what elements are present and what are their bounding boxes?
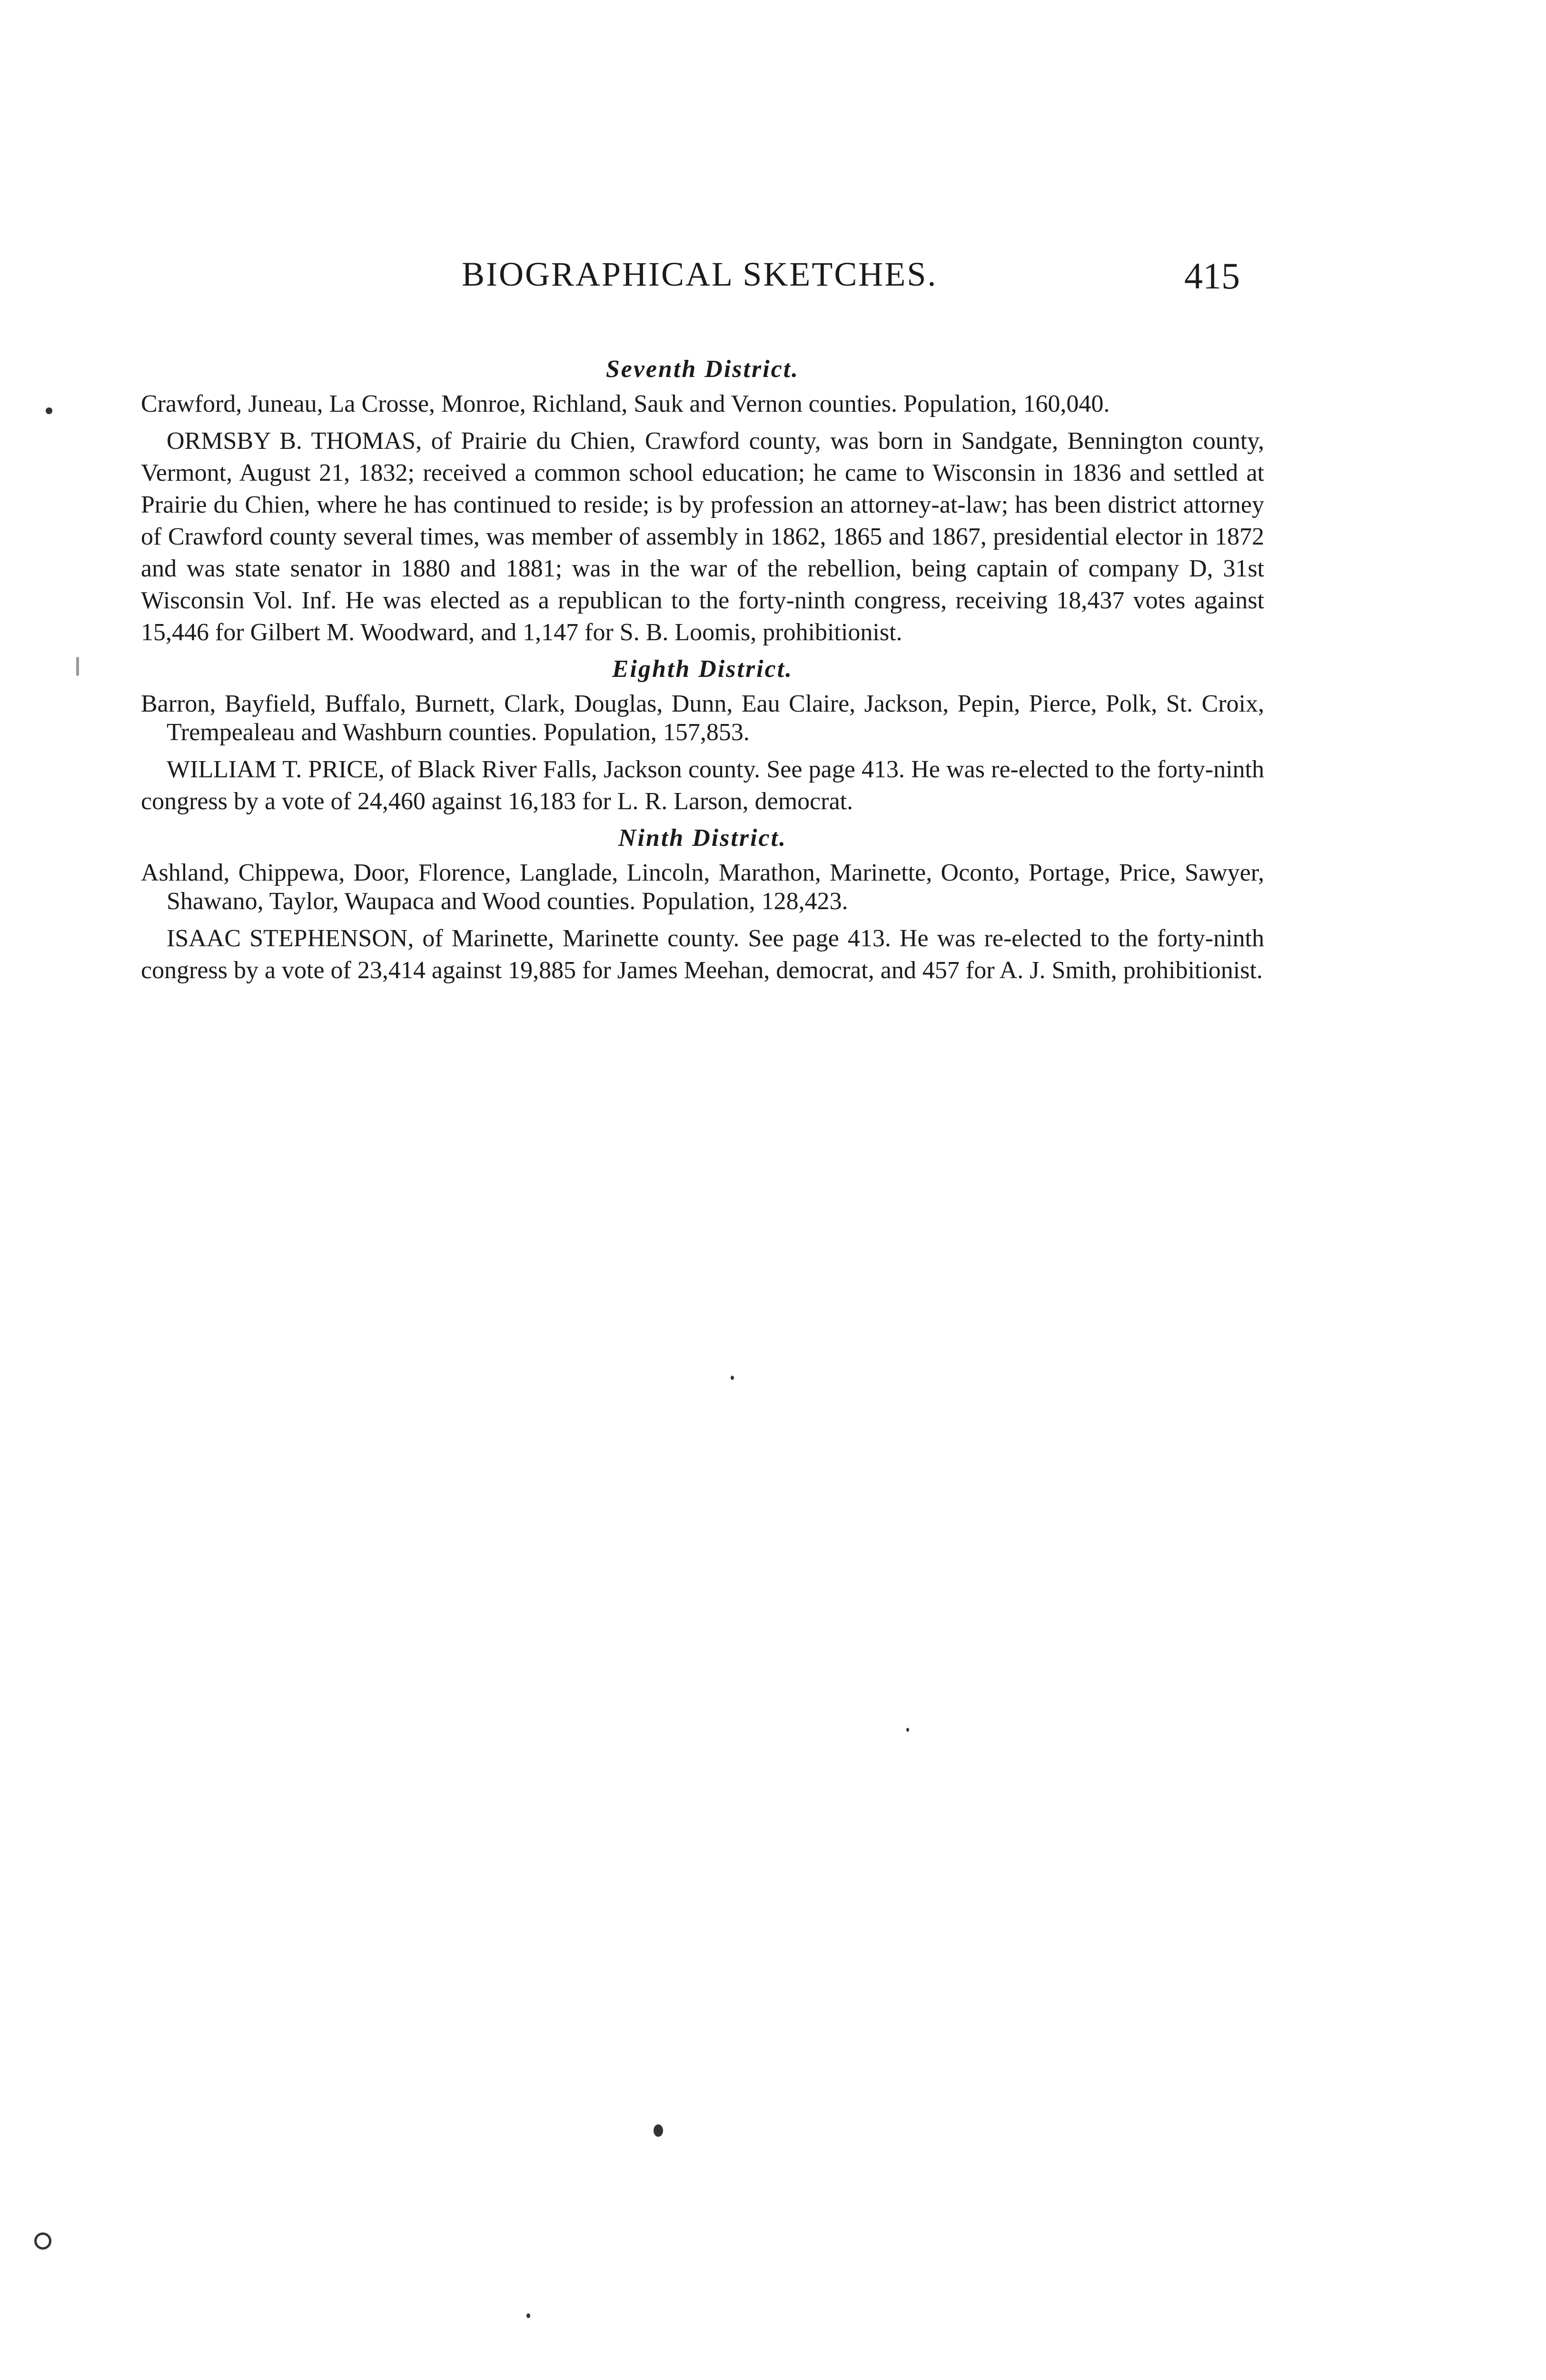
page-body bbox=[141, 353, 1264, 991]
ninth-district-section bbox=[141, 822, 1264, 986]
scan-speck bbox=[76, 657, 79, 676]
district-heading: Ninth District. bbox=[618, 824, 787, 852]
scan-speck bbox=[731, 1376, 734, 1380]
district-heading: Eighth District. bbox=[612, 655, 793, 683]
scan-speck bbox=[34, 2232, 51, 2250]
district-counties: Ashland, Chippewa, Door, Florence, Langlade, Lincoln, Marathon, Marinette, Oconto, Portage, Price, Sawyer, Shawano, Taylor, Waupaca and Wood counties. Population, 128,423. bbox=[141, 859, 1264, 915]
page-number: 415 bbox=[1184, 255, 1240, 297]
eighth-district-section bbox=[141, 653, 1264, 817]
representative-biography: ISAAC STEPHENSON, of Marinette, Marinette county. See page 413. He was re-elected to the forty-ninth congress by a vote of 23,414 against 19,885 for James Meehan, democrat, and 457 for A. J. Smith, prohibitionist. bbox=[141, 925, 1264, 984]
district-counties: Barron, Bayfield, Buffalo, Burnett, Clark, Douglas, Dunn, Eau Claire, Jackson, Pepin, Pierce, Polk, St. Croix, Trempealeau and Washburn counties. Population, 157,853. bbox=[141, 690, 1264, 746]
scan-speck bbox=[46, 407, 52, 414]
seventh-district-section bbox=[141, 353, 1264, 648]
representative-biography: ORMSBY B. THOMAS, of Prairie du Chien, Crawford county, was born in Sandgate, Bennington county, Vermont, August 21, 1832; received a common school education; he came to Wisconsin in 1836 and settled at Prairie du Chien, where he has continued to reside; is by profession an attorney-at-law; has been district attorney of Crawford county several times, was member of assembly in 1862, 1865 and 1867, presidential elector in 1872 and was state senator in 1880 and 1881; was in the war of the rebellion, being captain of company D, 31st Wisconsin Vol. Inf. He was elected as a republican to the forty-ninth congress, receiving 18,437 votes against 15,446 for Gilbert M. Woodward, and 1,147 for S. B. Loomis, prohibitionist. bbox=[141, 427, 1264, 646]
district-counties: Crawford, Juneau, La Crosse, Monroe, Richland, Sauk and Vernon counties. Population, 160,040. bbox=[141, 390, 1110, 417]
district-heading: Seventh District. bbox=[605, 356, 800, 383]
running-head-title: BIOGRAPHICAL SKETCHES. bbox=[462, 255, 938, 293]
scan-speck bbox=[906, 1728, 909, 1732]
representative-biography: WILLIAM T. PRICE, of Black River Falls, Jackson county. See page 413. He was re-elected to the forty-ninth congress by a vote of 24,460 against 16,183 for L. R. Larson, democrat. bbox=[141, 756, 1264, 815]
scan-speck bbox=[526, 2313, 530, 2318]
running-head bbox=[462, 255, 1240, 298]
scan-speck bbox=[654, 2124, 663, 2137]
